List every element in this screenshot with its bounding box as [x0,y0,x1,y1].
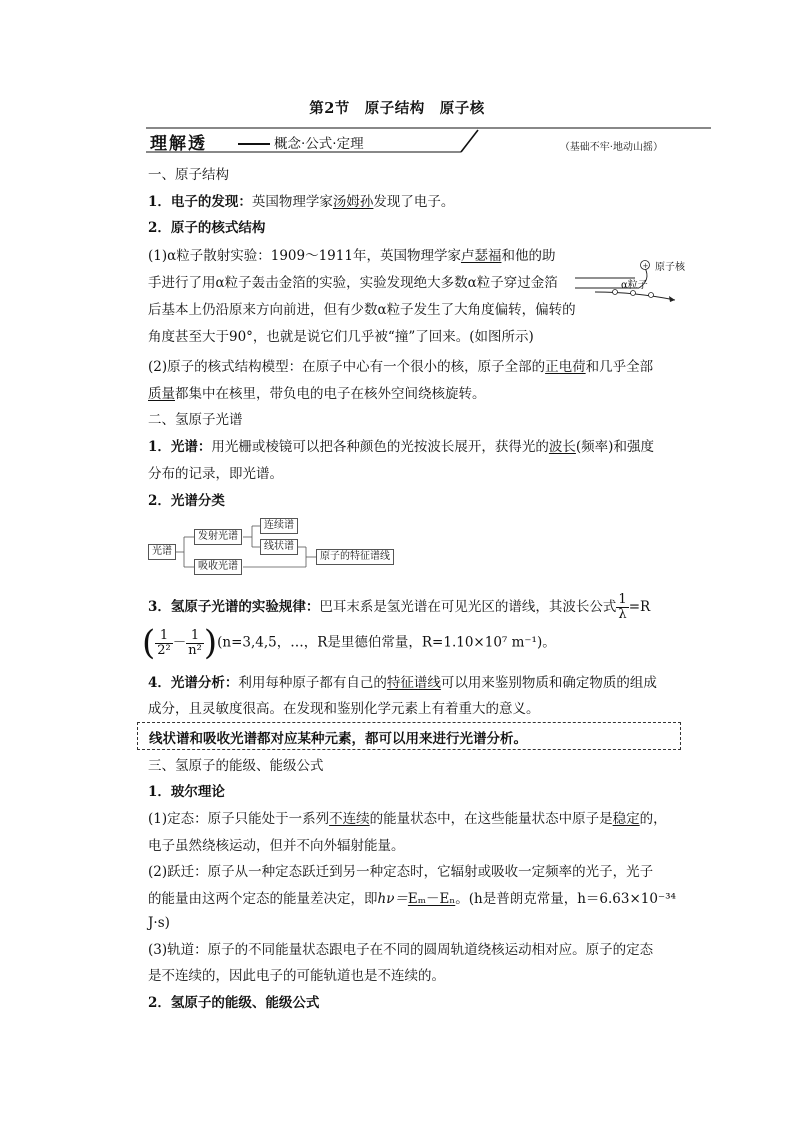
svg-text:+: + [642,262,649,270]
section-heading-2: 二、氢原子光谱 [148,412,243,428]
paragraph-line: 的能量由这两个定态的能量差决定，即hν＝Eₘ－Eₙ。(h是普朗克常量，h＝6.63×10⁻³⁴ [148,891,676,907]
paragraph-electron-discovery: 1．电子的发现：英国物理学家汤姆孙发现了电子。 [148,194,455,210]
diagram-node-emission: 发射光谱 [194,529,242,545]
paragraph-nuclear-model: (2)原子的核式结构模型：在原子中心有一个很小的核，原子全部的正电荷和几乎全部 [148,359,654,375]
note-text: 线状谱和吸收光谱都对应某种元素，都可以用来进行光谱分析。 [149,731,527,747]
paragraph-balmer-formula: ( $\frac{1}{\text{2²}}$ － $\frac{1}{\text{n²}}$ )(n=3,4,5，…，R是里德伯常量，R=1.10×10⁷ m⁻¹)。 [142,623,556,663]
paragraph-stationary-state: (1)定态：原子只能处于一系列不连续的能量状态中，在这些能量状态中原子是稳定的， [148,811,667,827]
figure-label-nucleus: 原子核 [655,262,685,273]
banner-title: 理解透 [150,134,207,154]
paragraph-spectral-analysis: 4．光谱分析：利用每种原子都有自己的特征谱线可以用来鉴别物质和确定物质的组成 [148,675,657,691]
subheading-spectrum-classification: 2．光谱分类 [148,493,225,509]
banner-note: （基础不牢·地动山摇） [559,142,663,153]
diagram-node-line-spectrum: 线状谱 [260,539,298,555]
subheading-energy-levels: 2．氢原子的能级、能级公式 [148,995,320,1011]
paragraph-line: 角度甚至大于90°，也就是说它们几乎被“撞”了回来。(如图所示) [148,329,534,345]
paragraph-line: 后基本上仍沿原来方向前进，但有少数α粒子发生了大角度偏转，偏转的 [148,302,576,318]
paragraph-transition: (2)跃迁：原子从一种定态跃迁到另一种定态时，它辐射或吸收一定频率的光子，光子 [148,864,654,880]
paragraph-line: 电子虽然绕核运动，但并不向外辐射能量。 [148,838,405,854]
paragraph-alpha-scattering: (1)α粒子散射实验：1909～1911年，英国物理学家卢瑟福和他的助 [148,248,556,264]
paragraph-line: 手进行了用α粒子轰击金箔的实验，实验发现绝大多数α粒子穿过金箔 [148,275,558,291]
paragraph-spectrum-definition: 1．光谱：用光栅或棱镜可以把各种颜色的光按波长展开，获得光的波长(频率)和强度 [148,439,654,455]
paragraph-line: 分布的记录，即光谱。 [148,466,283,482]
diagram-node-characteristic: 原子的特征谱线 [316,549,394,565]
figure-label-alpha: α粒子 [621,280,648,291]
alpha-scattering-figure [575,252,695,312]
note-box [137,722,681,750]
diagram-node-absorption: 吸收光谱 [194,559,242,575]
banner-subtitle: 概念·公式·定理 [238,132,364,152]
paragraph-line: 质量都集中在核里，带负电的电子在核外空间绕核旋转。 [148,386,486,402]
paragraph-line: J·s) [148,915,170,931]
paragraph-balmer: 3．氢原子光谱的实验规律：巴耳末系是氢光谱在可见光区的谱线，其波长公式 $\frac{1}{\lambda}$ =R [148,592,651,622]
paragraph-line: 是不连续的，因此电子的可能轨道也是不连续的。 [148,968,445,984]
paragraph-line: 成分，且灵敏度很高。在发现和鉴别化学元素上有着重大的意义。 [148,701,540,717]
page-title: 第2节 原子结构 原子核 [309,100,485,117]
diagram-node-spectrum: 光谱 [148,544,176,560]
section-heading-3: 三、氢原子的能级、能级公式 [148,758,324,774]
paragraph-orbit: (3)轨道：原子的不同能量状态跟电子在不同的圆周轨道绕核运动相对应。原子的定态 [148,942,654,958]
diagram-node-continuous: 连续谱 [260,518,298,534]
subheading-bohr-theory: 1．玻尔理论 [148,784,225,800]
section-banner [146,124,711,160]
section-heading-1: 一、原子结构 [148,167,229,183]
subheading-nuclear-structure: 2．原子的核式结构 [148,220,266,236]
fraction-one-over-lambda: $\frac{1}{\lambda}$ [618,592,627,622]
spectrum-classification-diagram [148,516,408,578]
